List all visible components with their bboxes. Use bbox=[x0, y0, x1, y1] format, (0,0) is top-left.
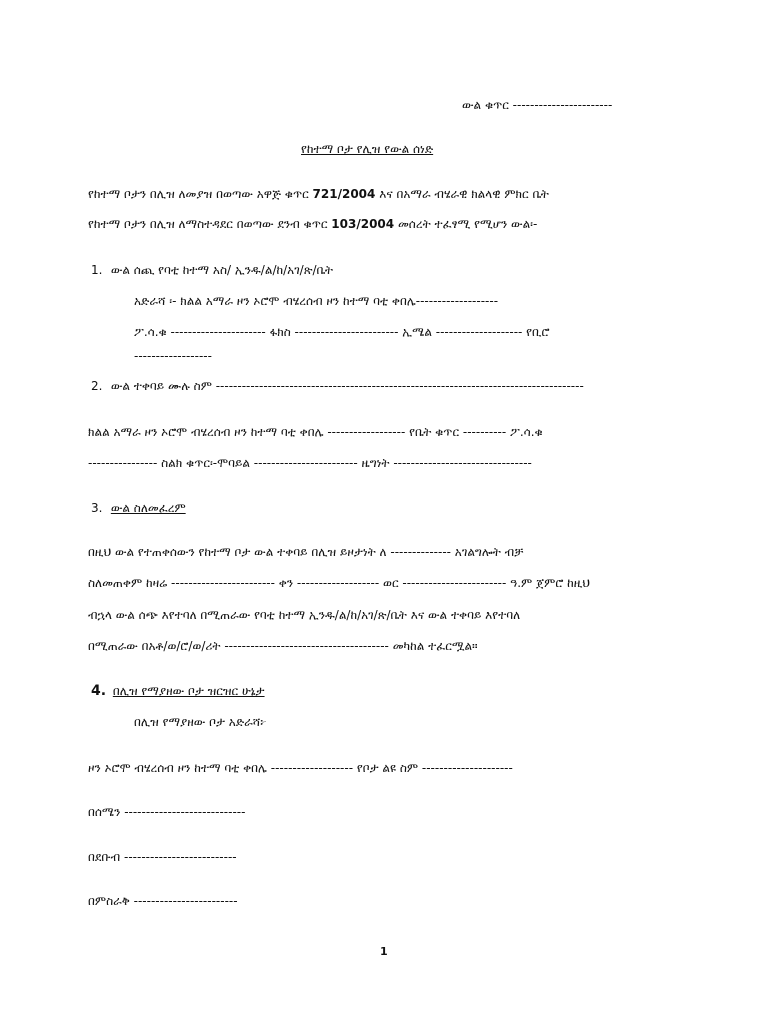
contract-number: ውል ቁጥር ----------------------- bbox=[462, 98, 613, 112]
section-4-location: ዞን ኦሮሞ ብሄረሰብ ዞን ከተማ ባቲ ቀበሌ ------------------- የቦታ ልዩ ስም --------------------- bbox=[88, 761, 513, 775]
section-2-line-2: ---------------- ስልክ ቁጥር፡-ሞባይል ------------------------ ዜግነት -------------------------------- bbox=[88, 456, 532, 470]
document-title: የከተማ ቦታ የሊዝ የውል ሰነድ bbox=[301, 142, 434, 156]
section-1-address: አድራሻ ፡- ክልል አማራ ዞን ኦሮሞ ብሄረሰብ ዞን ከተማ ባቲ ቀበሌ------------------- bbox=[134, 294, 499, 308]
section-3-line-4: በሚጠራው በአቶ/ወ/ሮ/ወ/ሪት -------------------------------------- መካከል ተፈርሟል። bbox=[88, 639, 478, 653]
section-1-contacts-cont: ------------------ bbox=[134, 349, 212, 363]
section-3-line-3: ብኋላ ውል ሰጭ እየተባለ በሚጠራው የባቲ ከተማ ኢንዱ/ል/ከ/አገ/ጽ/ቤት እና ውል ተቀባይ እየተባለ bbox=[88, 608, 521, 622]
section-4-subheading: በሊዝ የማያዘው ቦታ አድራሻ፦ bbox=[134, 715, 267, 729]
section-1-heading: 1. ውል ሰጪ የባቲ ከተማ አስ/ ኢንዱ/ል/ከ/አገ/ጽ/ቤት bbox=[91, 263, 333, 277]
intro-line-1: የከተማ ቦታን በሊዝ ለመያዝ በወጣው አዋጅ ቁጥር 721/2004 እና በአማራ ብሄራዊ ክልላዊ ምክር ቤት bbox=[88, 187, 549, 201]
section-3-line-2: ስለመጠቀም ከዛሬ ------------------------ ቀን ------------------- ወር ------------------------ ዓ.ም ጀምሮ ከዚህ bbox=[88, 576, 590, 590]
section-2-line-1: ክልል አማራ ዞን ኦሮሞ ብሄረሰብ ዞን ከተማ ባቲ ቀበሌ ------------------ የቤት ቁጥር ---------- ፖ.ሳ.ቁ bbox=[88, 425, 543, 439]
section-1-contacts: ፖ.ሳ.ቁ ---------------------- ፋክስ ------------------------ ኢሜል -------------------- የቢሮ bbox=[134, 325, 550, 339]
section-4-heading: 4. በሊዝ የማያዘው ቦታ ዝርዝር ሁኔታ bbox=[91, 683, 265, 699]
boundary-south: በደቡብ -------------------------- bbox=[88, 850, 237, 864]
boundary-east: በምስራቅ ------------------------ bbox=[88, 894, 238, 908]
page-number: 1 bbox=[380, 945, 388, 958]
intro-line-2: የከተማ ቦታን በሊዝ ለማስተዳደር በወጣው ደንብ ቁጥር 103/2004 መሰረት ተፈፃሚ የሚሆን ውል፡- bbox=[88, 217, 538, 231]
boundary-north: በሰሜን ---------------------------- bbox=[88, 805, 246, 819]
section-3-line-1: በዚህ ውል የተጠቀሰውን የከተማ ቦታ ውል ተቀባይ በሊዝ ይዞታነት ለ -------------- አገልግሎት ብቻ bbox=[88, 545, 524, 559]
section-3-heading: 3. ውል ስለመፈረም bbox=[91, 501, 186, 515]
section-2-heading: 2. ውል ተቀባይ ሙሉ ስም ------------------------------------------------------------------------------------- bbox=[91, 379, 584, 393]
